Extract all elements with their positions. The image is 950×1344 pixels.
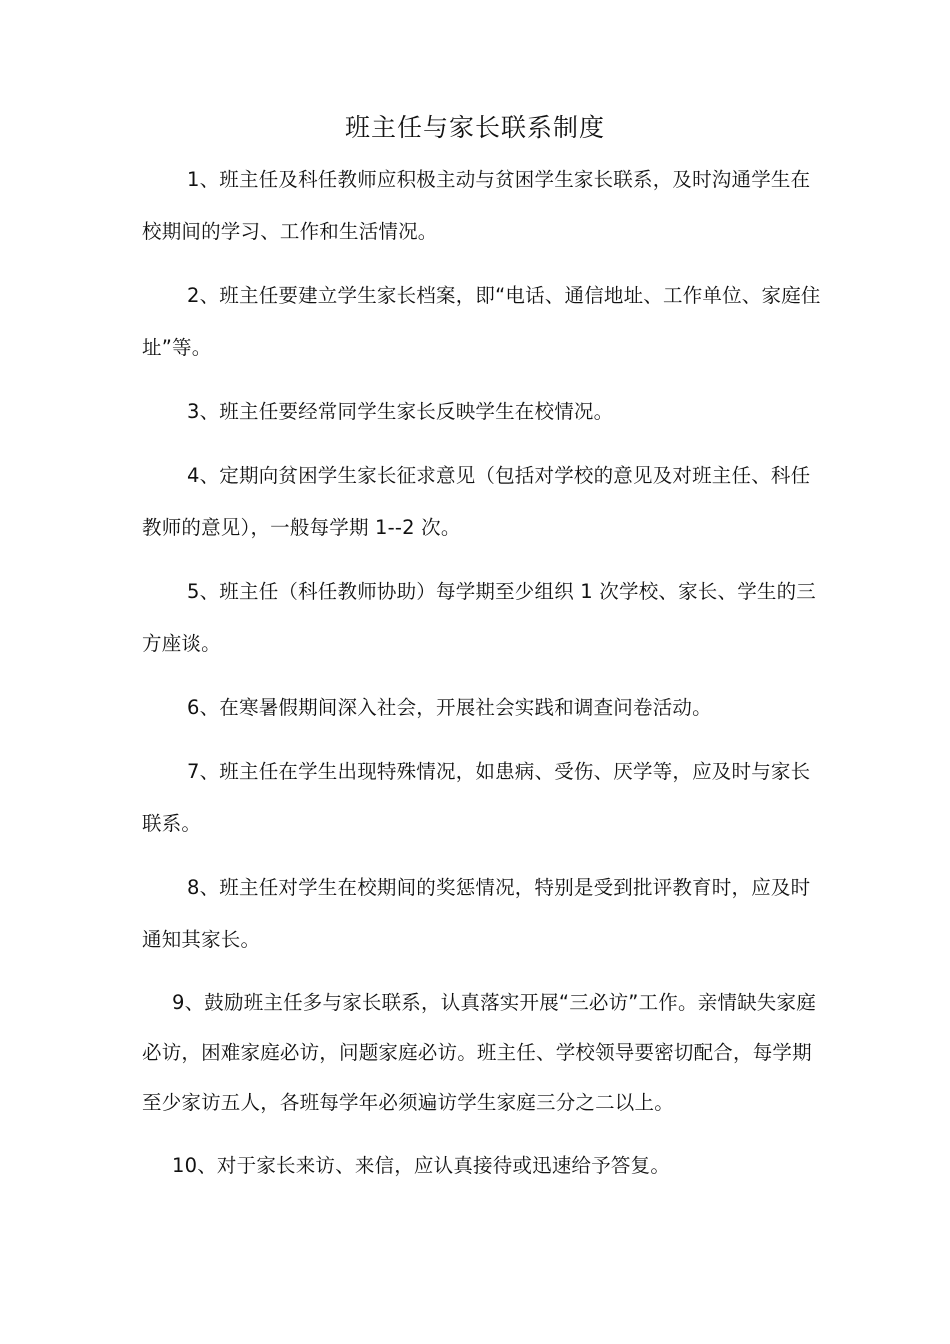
paragraph-1: 1、班主任及科任教师应积极主动与贫困学生家长联系，及时沟通学生在校期间的学习、工作和生活情况。: [142, 168, 811, 243]
paragraph-2: 2、班主任要建立学生家长档案，即“电话、通信地址、工作单位、家庭住址”等。: [142, 284, 821, 359]
paragraph-3: 3、班主任要经常同学生家长反映学生在校情况。: [187, 400, 614, 423]
paragraph-6: 6、在寒暑假期间深入社会，开展社会实践和调查问卷活动。: [187, 696, 712, 719]
paragraph-9: 9、鼓励班主任多与家长联系，认真落实开展“三必访”工作。亲情缺失家庭必访，困难家庭必访，问题家庭必访。班主任、学校领导要密切配合，每学期至少家访五人，各班每学年必须遍访学生家庭三分之二以上。: [142, 991, 816, 1114]
paragraph-8: 8、班主任对学生在校期间的奖惩情况，特别是受到批评教育时，应及时通知其家长。: [142, 876, 811, 951]
paragraph-5: 5、班主任（科任教师协助）每学期至少组织 1 次学校、家长、学生的三方座谈。: [142, 580, 817, 655]
paragraph-4: 4、定期向贫困学生家长征求意见（包括对学校的意见及对班主任、科任教师的意见），一般每学期 1--2 次。: [142, 464, 811, 539]
document-body: [142, 154, 822, 1204]
paragraph-7: 7、班主任在学生出现特殊情况，如患病、受伤、厌学等，应及时与家长联系。: [142, 760, 811, 835]
page-title: 班主任与家长联系制度: [344, 113, 605, 142]
paragraph-10: 10、对于家长来访、来信，应认真接待或迅速给予答复。: [172, 1154, 671, 1177]
